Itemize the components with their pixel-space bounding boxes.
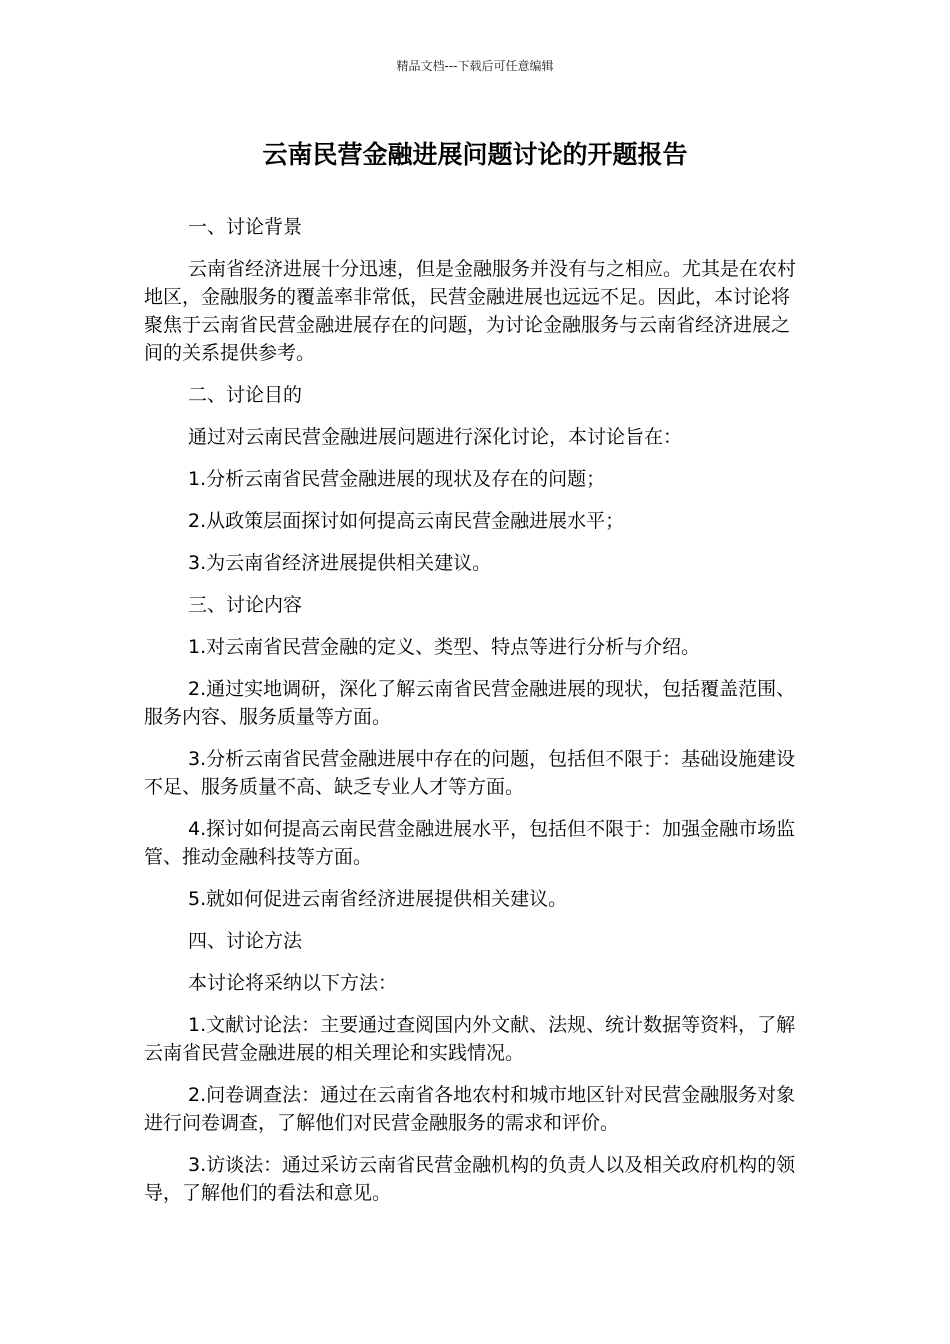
list-item-method-3: 3.访谈法：通过采访云南省民营金融机构的负责人以及相关政府机构的领导，了解他们的看法和意见。 <box>144 1154 796 1204</box>
paragraph-background: 云南省经济进展十分迅速，但是金融服务并没有与之相应。尤其是在农村地区，金融服务的覆盖率非常低，民营金融进展也远远不足。因此，本讨论将聚焦于云南省民营金融进展存在的问题，为讨论金融服务与云南省经济进展之间的关系提供参考。 <box>144 258 797 364</box>
list-item-purpose-3: 3.为云南省经济进展提供相关建议。 <box>188 552 492 574</box>
page-header-note: 精品文档---下载后可任意编辑 <box>396 59 554 73</box>
section-heading-purpose: 二、讨论目的 <box>188 384 303 406</box>
list-item-content-3: 3.分析云南省民营金融进展中存在的问题，包括但不限于：基础设施建设不足、服务质量不高、缺乏专业人才等方面。 <box>144 748 796 798</box>
list-item-method-2: 2.问卷调查法：通过在云南省各地农村和城市地区针对民营金融服务对象进行问卷调查，了解他们对民营金融服务的需求和评价。 <box>144 1084 796 1134</box>
section-heading-content: 三、讨论内容 <box>188 594 303 616</box>
list-item-content-2: 2.通过实地调研，深化了解云南省民营金融进展的现状，包括覆盖范围、服务内容、服务质量等方面。 <box>144 678 796 728</box>
section-heading-background: 一、讨论背景 <box>188 216 303 238</box>
list-item-method-1: 1.文献讨论法：主要通过查阅国内外文献、法规、统计数据等资料，了解云南省民营金融进展的相关理论和实践情况。 <box>144 1014 796 1064</box>
list-item-content-1: 1.对云南省民营金融的定义、类型、特点等进行分析与介绍。 <box>188 636 701 658</box>
section-heading-methods: 四、讨论方法 <box>188 930 303 952</box>
list-item-content-5: 5.就如何促进云南省经济进展提供相关建议。 <box>188 888 568 910</box>
paragraph-methods-intro: 本讨论将采纳以下方法： <box>188 972 398 994</box>
list-item-purpose-1: 1.分析云南省民营金融进展的现状及存在的问题； <box>188 468 606 490</box>
document-body <box>144 213 806 1221</box>
list-item-content-4: 4.探讨如何提高云南民营金融进展水平，包括但不限于：加强金融市场监管、推动金融科技等方面。 <box>144 818 796 868</box>
list-item-purpose-2: 2.从政策层面探讨如何提高云南民营金融进展水平； <box>188 510 625 532</box>
paragraph-purpose-intro: 通过对云南民营金融进展问题进行深化讨论，本讨论旨在： <box>188 426 683 448</box>
document-title: 云南民营金融进展问题讨论的开题报告 <box>262 140 688 169</box>
